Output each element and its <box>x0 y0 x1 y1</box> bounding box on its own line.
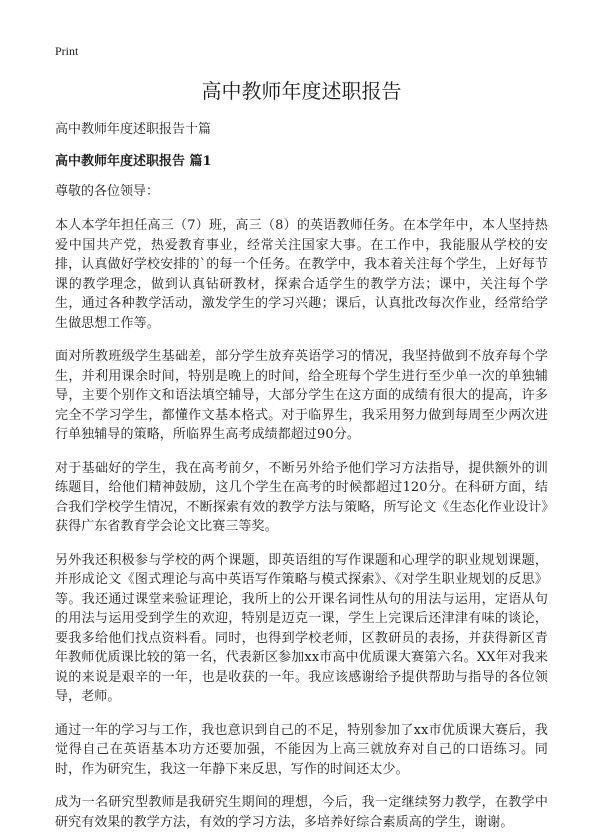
paragraph-3: 对于基础好的学生，我在高考前夕，不断另外给予他们学习方法指导，提供额外的训练题目，给他们精神鼓励，这几个学生在高考的时候都超过120分。在科研方面，结合我们学校学生情况，不断探索有效的教学方法与策略，所写论文《生态化作业设计》获得广东省教育学会论文比赛三等奖。 <box>55 460 548 534</box>
paragraph-1: 本人本学年担任高三（7）班，高三（8）的英语教师任务。在本学年中，本人坚持热爱中国共产党，热爱教育事业，经常关注国家大事。在工作中，我能服从学校的安排，认真做好学校安排的`的每一个任务。在教学中，我本着关注每个学生，上好每节课的教学理念，做到认真钻研教材，探索合适学生的教学方法；课中，关注每个学生，通过各种教学活动，激发学生的学习兴趣；课后，认真批改每次作业，经常给学生做思想工作等。 <box>55 218 548 331</box>
paragraph-6: 成为一名研究型教师是我研究生期间的理想，今后，我一定继续努力教学，在教学中研究有效果的教学方法，有效的学习方法，多培养好综合素质高的学生，谢谢。 <box>55 795 548 830</box>
document-subtitle: 高中教师年度述职报告十篇 <box>55 122 212 137</box>
paragraph-2: 面对所教班级学生基础差，部分学生放弃英语学习的情况，我坚持做到不放弃每个学生，并利用课余时间，特别是晚上的时间，给全班每个学生进行至少单一次的单独辅导，主要个别作文和语法填空辅导，大部分学生在这方面的成绩有很大的提高，许多完全不学习学生，都懂作文基本格式。对于临界生，我采用努力做到每周至少两次进行单独辅导的策略，所临界生高考成绩都超过90分。 <box>55 349 548 442</box>
section-heading: 高中教师年度述职报告 篇1 <box>55 154 212 169</box>
paragraph-5: 通过一年的学习与工作，我也意识到自己的不足，特别参加了xx市优质课大赛后，我觉得自己在英语基本功方还要加强，不能因为上高三就放弃对自己的口语练习。同时，作为研究生，我这一年静下来反思，写作的时间还太少。 <box>55 722 548 777</box>
paragraph-4: 另外我还积极参与学校的两个课题，即英语组的写作课题和心理学的职业规划课题，并形成论文《图式理论与高中英语写作策略与模式探索》、《对学生职业规划的反思》等。我还通过课堂来验证理论，我所上的公开课名词性从句的用法与运用，定语从句的用法与运用受到学生的欢迎，特别是迈克一课，学生上完课后还津津有味的谈论，要我多给他们找点资料看。同时，也得到学校老师，区教研员的表扬，并获得新区青年教师优质课比较的第一名，代表新区参加xx市高中优质课大赛第六名。XX年对我来说的来说是艰辛的一年，也是收获的一年。我应该感谢给予提供帮助与指导的各位领导，老师。 <box>55 552 548 704</box>
document-title: 高中教师年度述职报告 <box>201 79 402 103</box>
print-label[interactable]: Print <box>55 44 79 58</box>
salutation: 尊敬的各位领导： <box>55 184 160 199</box>
